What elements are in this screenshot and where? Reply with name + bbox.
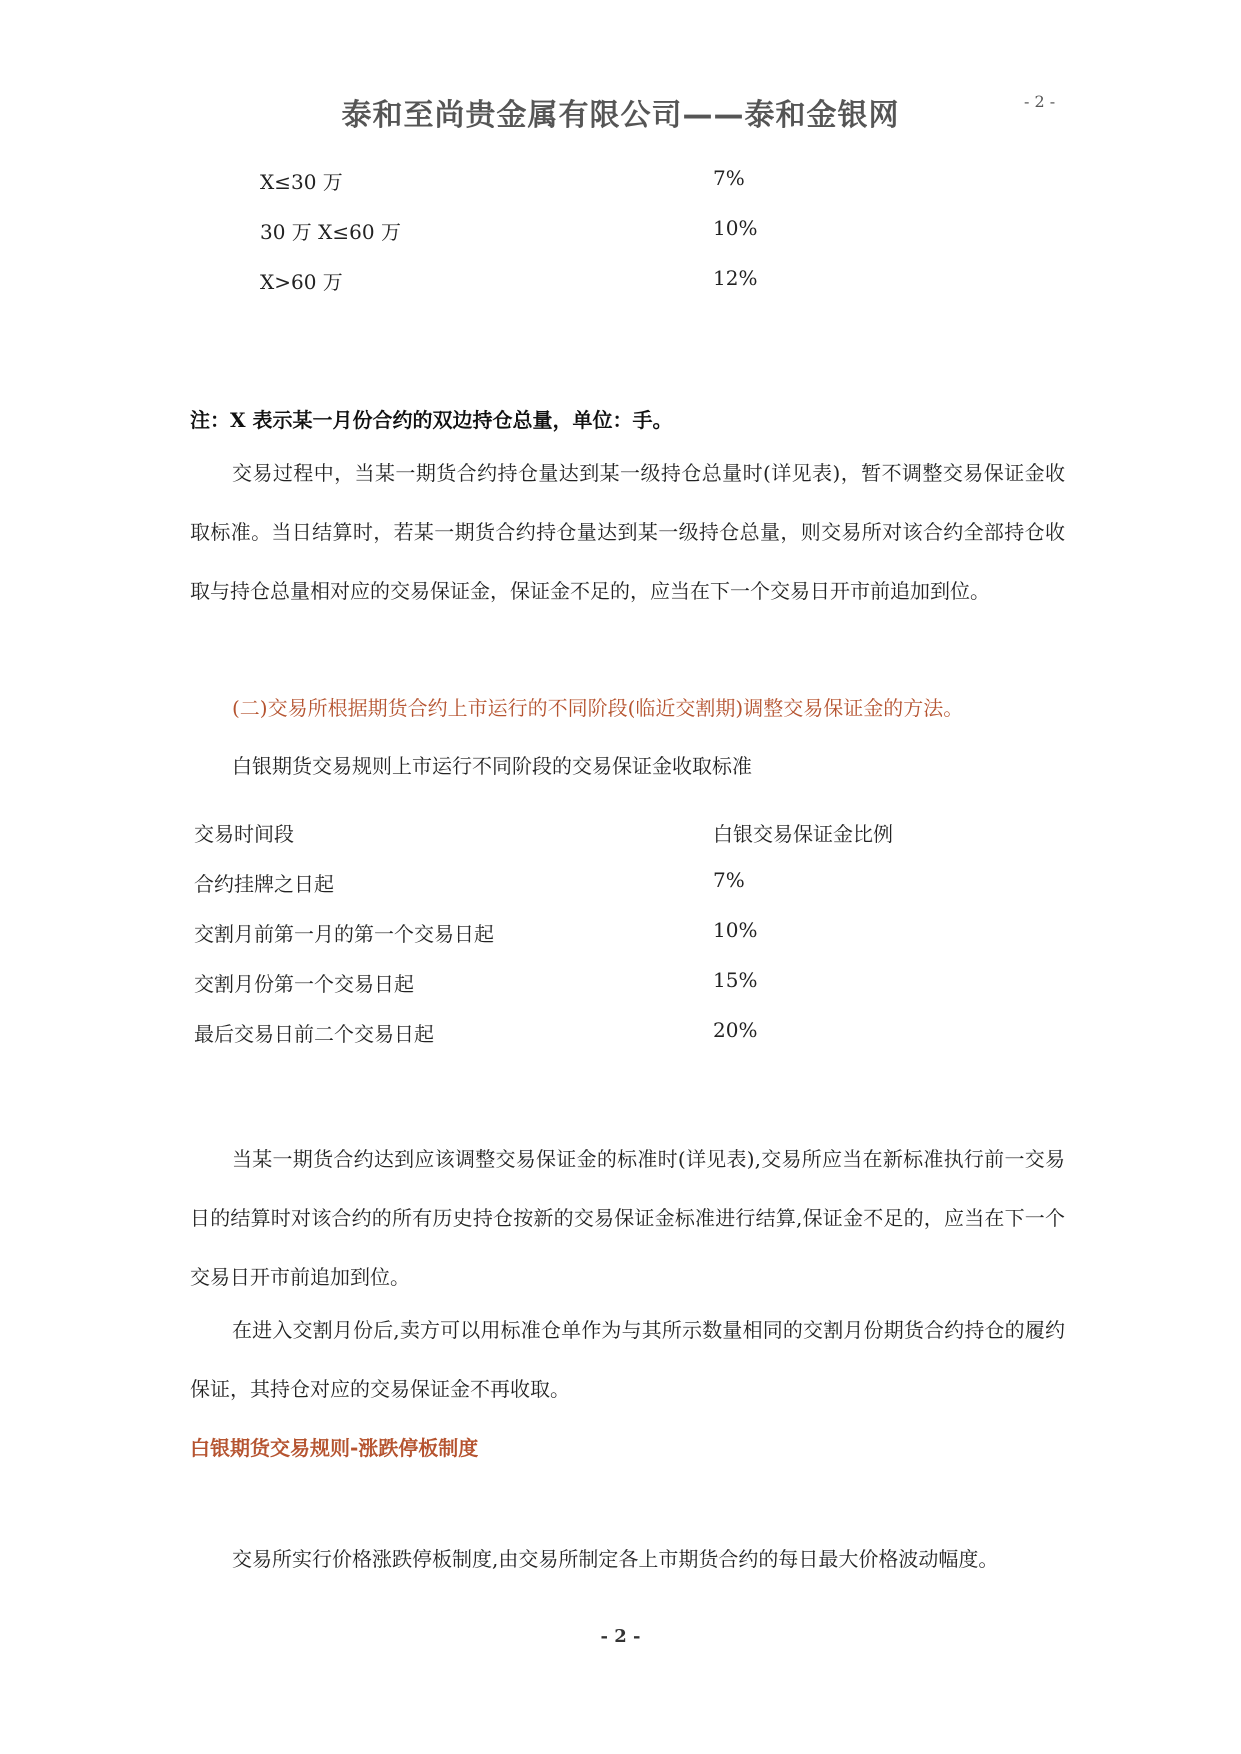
position-range-cell: 30 万 X≤60 万 [260,220,401,244]
stage-period-cell: 交割月份第一个交易日起 [194,972,414,996]
position-ratio-cell: 12% [713,266,758,290]
position-range-cell: X>60 万 [260,270,343,294]
stage-period-cell: 最后交易日前二个交易日起 [194,1022,434,1046]
stage-period-cell: 合约挂牌之日起 [194,872,334,896]
paragraph-delivery-month: 在进入交割月份后,卖方可以用标准仓单作为与其所示数量相同的交割月份期货合约持仓的履约保证，其持仓对应的交易保证金不再收取。 [190,1318,1065,1401]
table-caption: 白银期货交易规则上市运行不同阶段的交易保证金收取标准 [232,754,752,778]
note-text: 注：X 表示某一月份合约的双边持仓总量，单位：手。 [190,408,673,432]
paragraph-price-limit: 交易所实行价格涨跌停板制度,由交易所制定各上市期货合约的每日最大价格波动幅度。 [232,1547,999,1571]
table-header-period: 交易时间段 [194,822,294,846]
stage-ratio-cell: 7% [713,868,745,892]
header-page-number: - 2 - [1024,92,1056,111]
stage-ratio-cell: 20% [713,1018,758,1042]
page-header-title: 泰和至尚贵金属有限公司——泰和金银网 [341,98,900,133]
stage-ratio-cell: 15% [713,968,758,992]
stage-period-cell: 交割月前第一月的第一个交易日起 [194,922,494,946]
footer-page-number: - 2 - [600,1626,641,1647]
subheading-stage-adjustment: (二)交易所根据期货合约上市运行的不同阶段(临近交割期)调整交易保证金的方法。 [232,696,964,720]
stage-ratio-cell: 10% [713,918,758,942]
section-heading-price-limit: 白银期货交易规则-涨跌停板制度 [190,1436,479,1460]
position-ratio-cell: 7% [713,166,745,190]
table-header-ratio: 白银交易保证金比例 [713,822,893,846]
paragraph-adjustment-settlement: 当某一期货合约达到应该调整交易保证金的标准时(详见表),交易所应当在新标准执行前一交易日的结算时对该合约的所有历史持仓按新的交易保证金标准进行结算,保证金不足的，应当在下一个交易日开市前追加到位。 [190,1147,1065,1289]
paragraph-position-rule: 交易过程中，当某一期货合约持仓量达到某一级持仓总量时(详见表)，暂不调整交易保证金收取标准。当日结算时，若某一期货合约持仓量达到某一级持仓总量，则交易所对该合约全部持仓收取与持仓总量相对应的交易保证金，保证金不足的，应当在下一个交易日开市前追加到位。 [190,461,1065,603]
position-range-cell: X≤30 万 [260,170,343,194]
position-ratio-cell: 10% [713,216,758,240]
